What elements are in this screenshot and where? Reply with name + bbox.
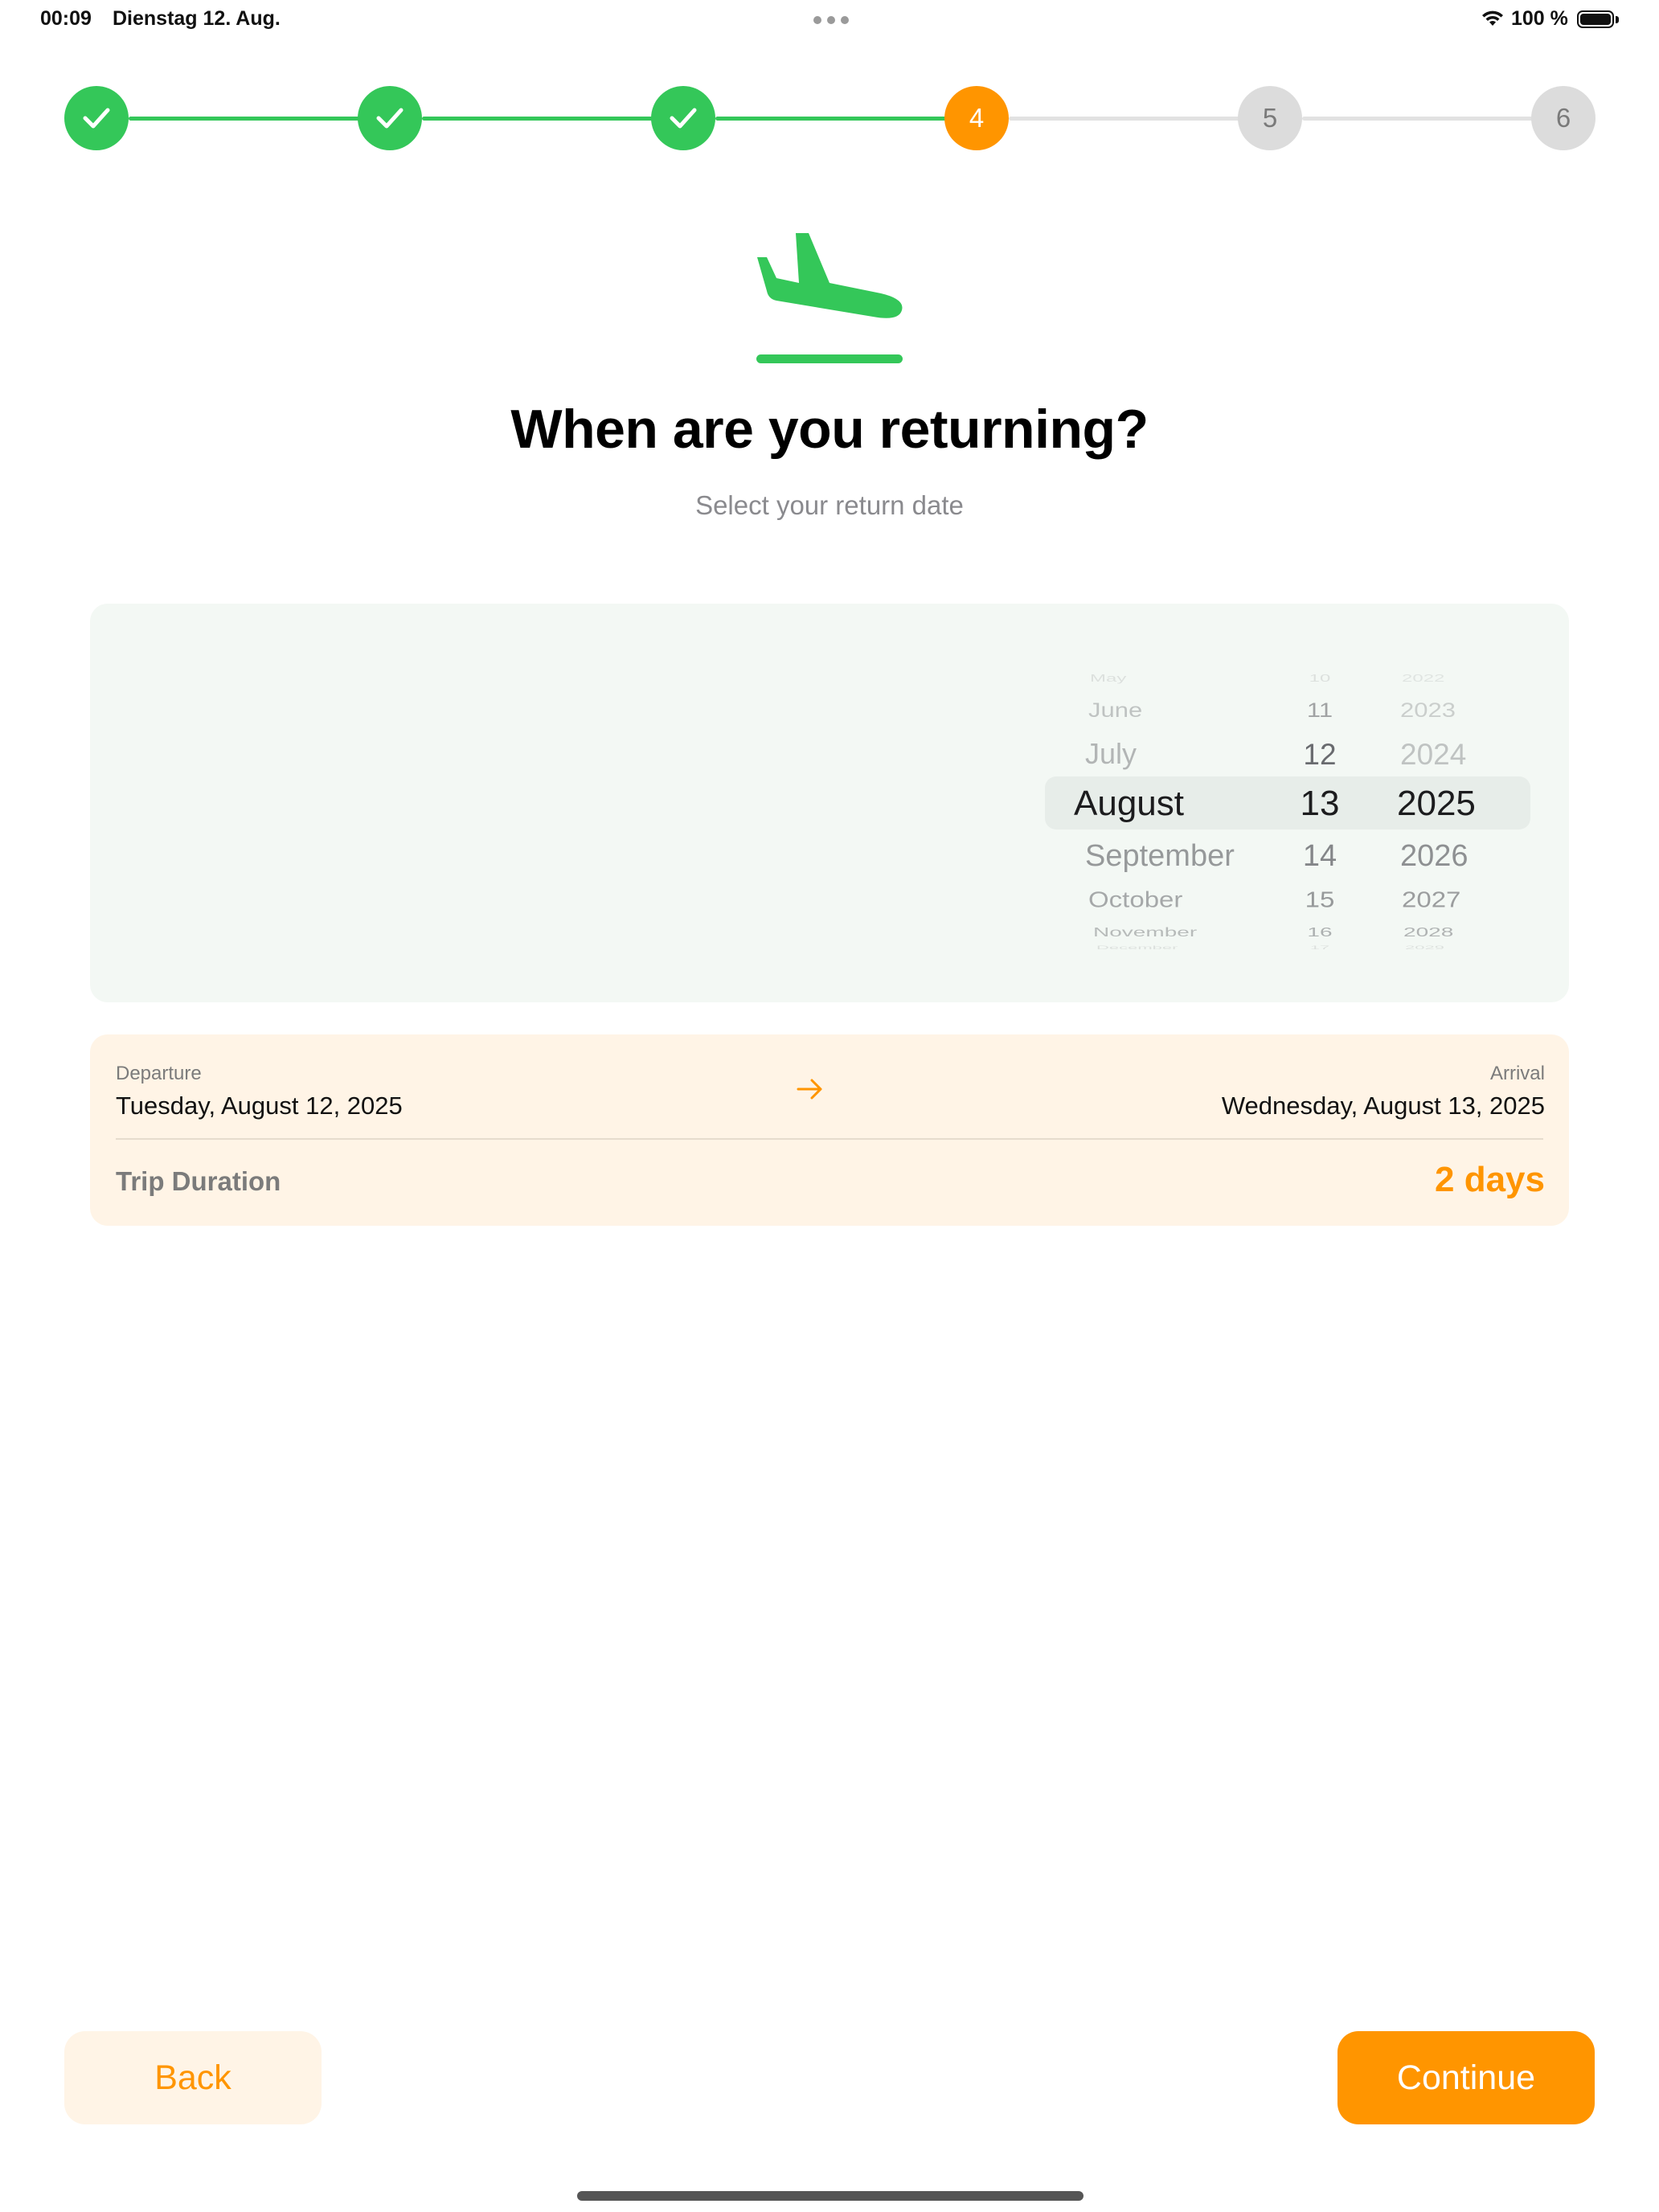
year-option[interactable]: 2026 (1400, 839, 1469, 873)
year-option[interactable]: 2029 (1405, 944, 1444, 951)
month-option-selected[interactable]: August (1074, 784, 1184, 823)
day-option[interactable]: 17 (1309, 944, 1330, 951)
year-option-selected[interactable]: 2025 (1397, 784, 1476, 823)
day-option[interactable]: 15 (1305, 886, 1335, 912)
year-option[interactable]: 2023 (1400, 698, 1456, 722)
step-5: 5 (1238, 86, 1302, 150)
month-option[interactable]: July (1085, 737, 1137, 770)
step-connector (422, 117, 657, 121)
trip-duration-value: 2 days (1435, 1160, 1545, 1199)
step-3-complete (651, 86, 715, 150)
step-1-complete (64, 86, 129, 150)
trip-duration-label: Trip Duration (116, 1166, 281, 1196)
progress-stepper (0, 0, 1659, 161)
trip-summary-card (90, 1034, 1569, 1226)
battery-percent: 100 % (1511, 7, 1568, 30)
airplane-arrival-icon (752, 233, 905, 330)
year-option[interactable]: 2022 (1402, 672, 1445, 685)
day-option[interactable]: 10 (1309, 672, 1331, 685)
departure-date: Tuesday, August 12, 2025 (116, 1092, 403, 1120)
back-button[interactable]: Back (64, 2031, 322, 2124)
checkmark-icon (375, 106, 404, 130)
checkmark-icon (669, 106, 698, 130)
step-4-current: 4 (944, 86, 1009, 150)
continue-button[interactable]: Continue (1337, 2031, 1595, 2124)
summary-divider (116, 1138, 1543, 1140)
arrival-date: Wednesday, August 13, 2025 (1221, 1092, 1545, 1120)
home-indicator[interactable] (577, 2191, 1083, 2201)
month-option[interactable]: November (1093, 925, 1198, 940)
page-title: When are you returning? (510, 399, 1149, 460)
step-connector (1009, 117, 1243, 121)
day-option[interactable]: 14 (1302, 839, 1337, 873)
arrow-right-icon (796, 1077, 825, 1101)
year-option[interactable]: 2028 (1403, 925, 1454, 940)
step-connector (715, 117, 950, 121)
month-option[interactable]: May (1090, 672, 1127, 685)
step-connector (1302, 117, 1537, 121)
year-option[interactable]: 2024 (1400, 738, 1467, 771)
checkmark-icon (82, 106, 111, 130)
step-2-complete (358, 86, 422, 150)
year-option[interactable]: 2027 (1402, 886, 1461, 912)
month-option[interactable]: December (1096, 944, 1178, 951)
month-option[interactable]: September (1085, 839, 1235, 873)
step-connector (129, 117, 363, 121)
step-6: 6 (1531, 86, 1596, 150)
arrival-label: Arrival (1489, 1063, 1545, 1084)
status-date: Dienstag 12. Aug. (113, 7, 281, 30)
day-option[interactable]: 12 (1303, 738, 1337, 771)
month-option[interactable]: October (1088, 886, 1183, 912)
page-subtitle: Select your return date (695, 490, 964, 520)
month-option[interactable]: June (1088, 698, 1143, 722)
day-option-selected[interactable]: 13 (1300, 784, 1340, 823)
day-option[interactable]: 16 (1307, 925, 1333, 940)
day-option[interactable]: 11 (1306, 698, 1333, 722)
runway-bar (756, 354, 903, 363)
departure-label: Departure (116, 1063, 202, 1084)
status-time: 00:09 (40, 7, 92, 30)
